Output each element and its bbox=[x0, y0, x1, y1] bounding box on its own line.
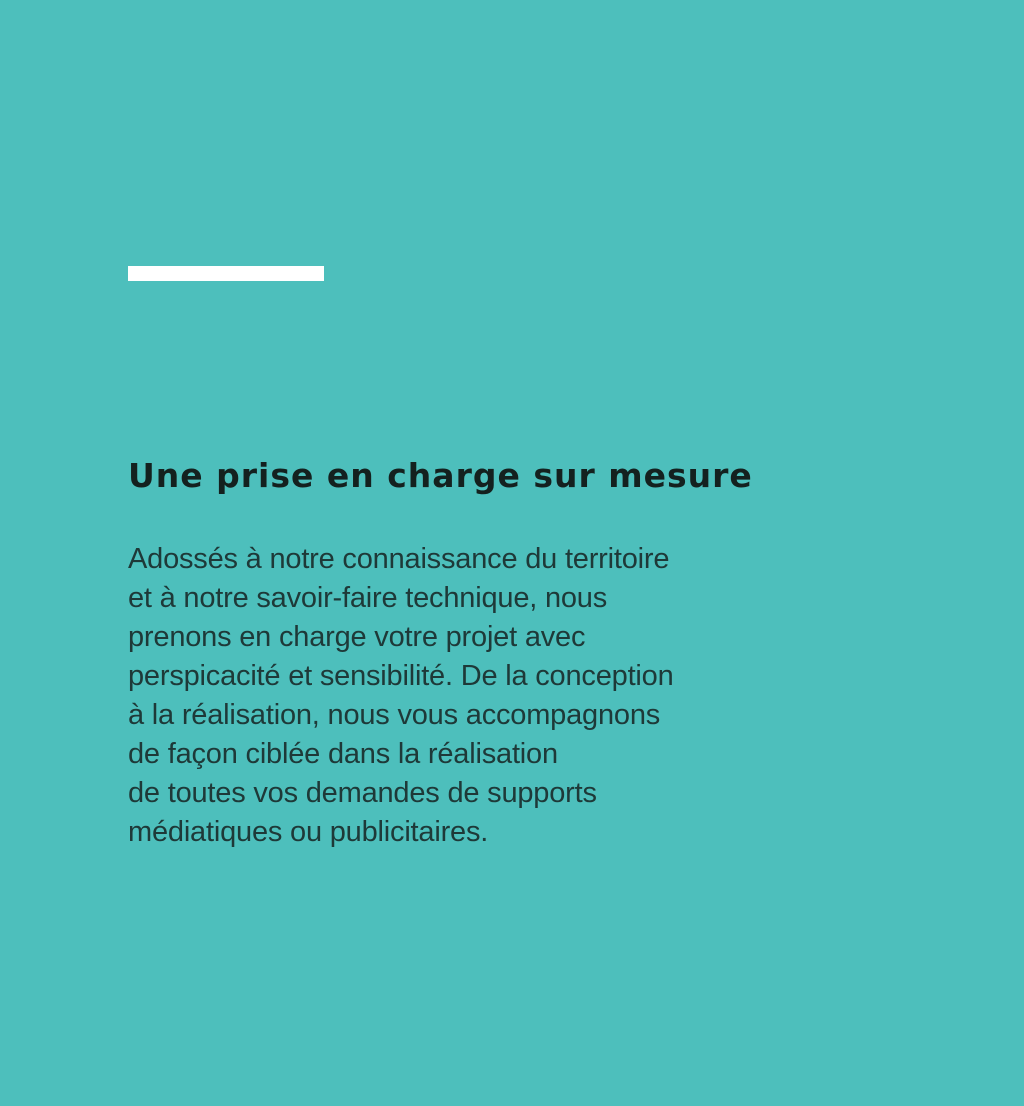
section-heading: Une prise en charge sur mesure bbox=[128, 456, 753, 495]
paragraph-line: médiatiques ou publicitaires. bbox=[128, 816, 489, 848]
paragraph-line: de façon ciblée dans la réalisation bbox=[128, 738, 558, 770]
paragraph-line: prenons en charge votre projet avec bbox=[128, 621, 586, 653]
paragraph-line: à la réalisation, nous vous accompagnons bbox=[128, 699, 661, 731]
paragraph-line: perspicacité et sensibilité. De la conception bbox=[128, 660, 674, 692]
paragraph-line: Adossés à notre connaissance du territoire bbox=[128, 543, 670, 575]
body-paragraph bbox=[128, 540, 674, 852]
paragraph-line: et à notre savoir-faire technique, nous bbox=[128, 582, 608, 614]
accent-bar bbox=[128, 266, 324, 281]
paragraph-line: de toutes vos demandes de supports bbox=[128, 777, 597, 809]
